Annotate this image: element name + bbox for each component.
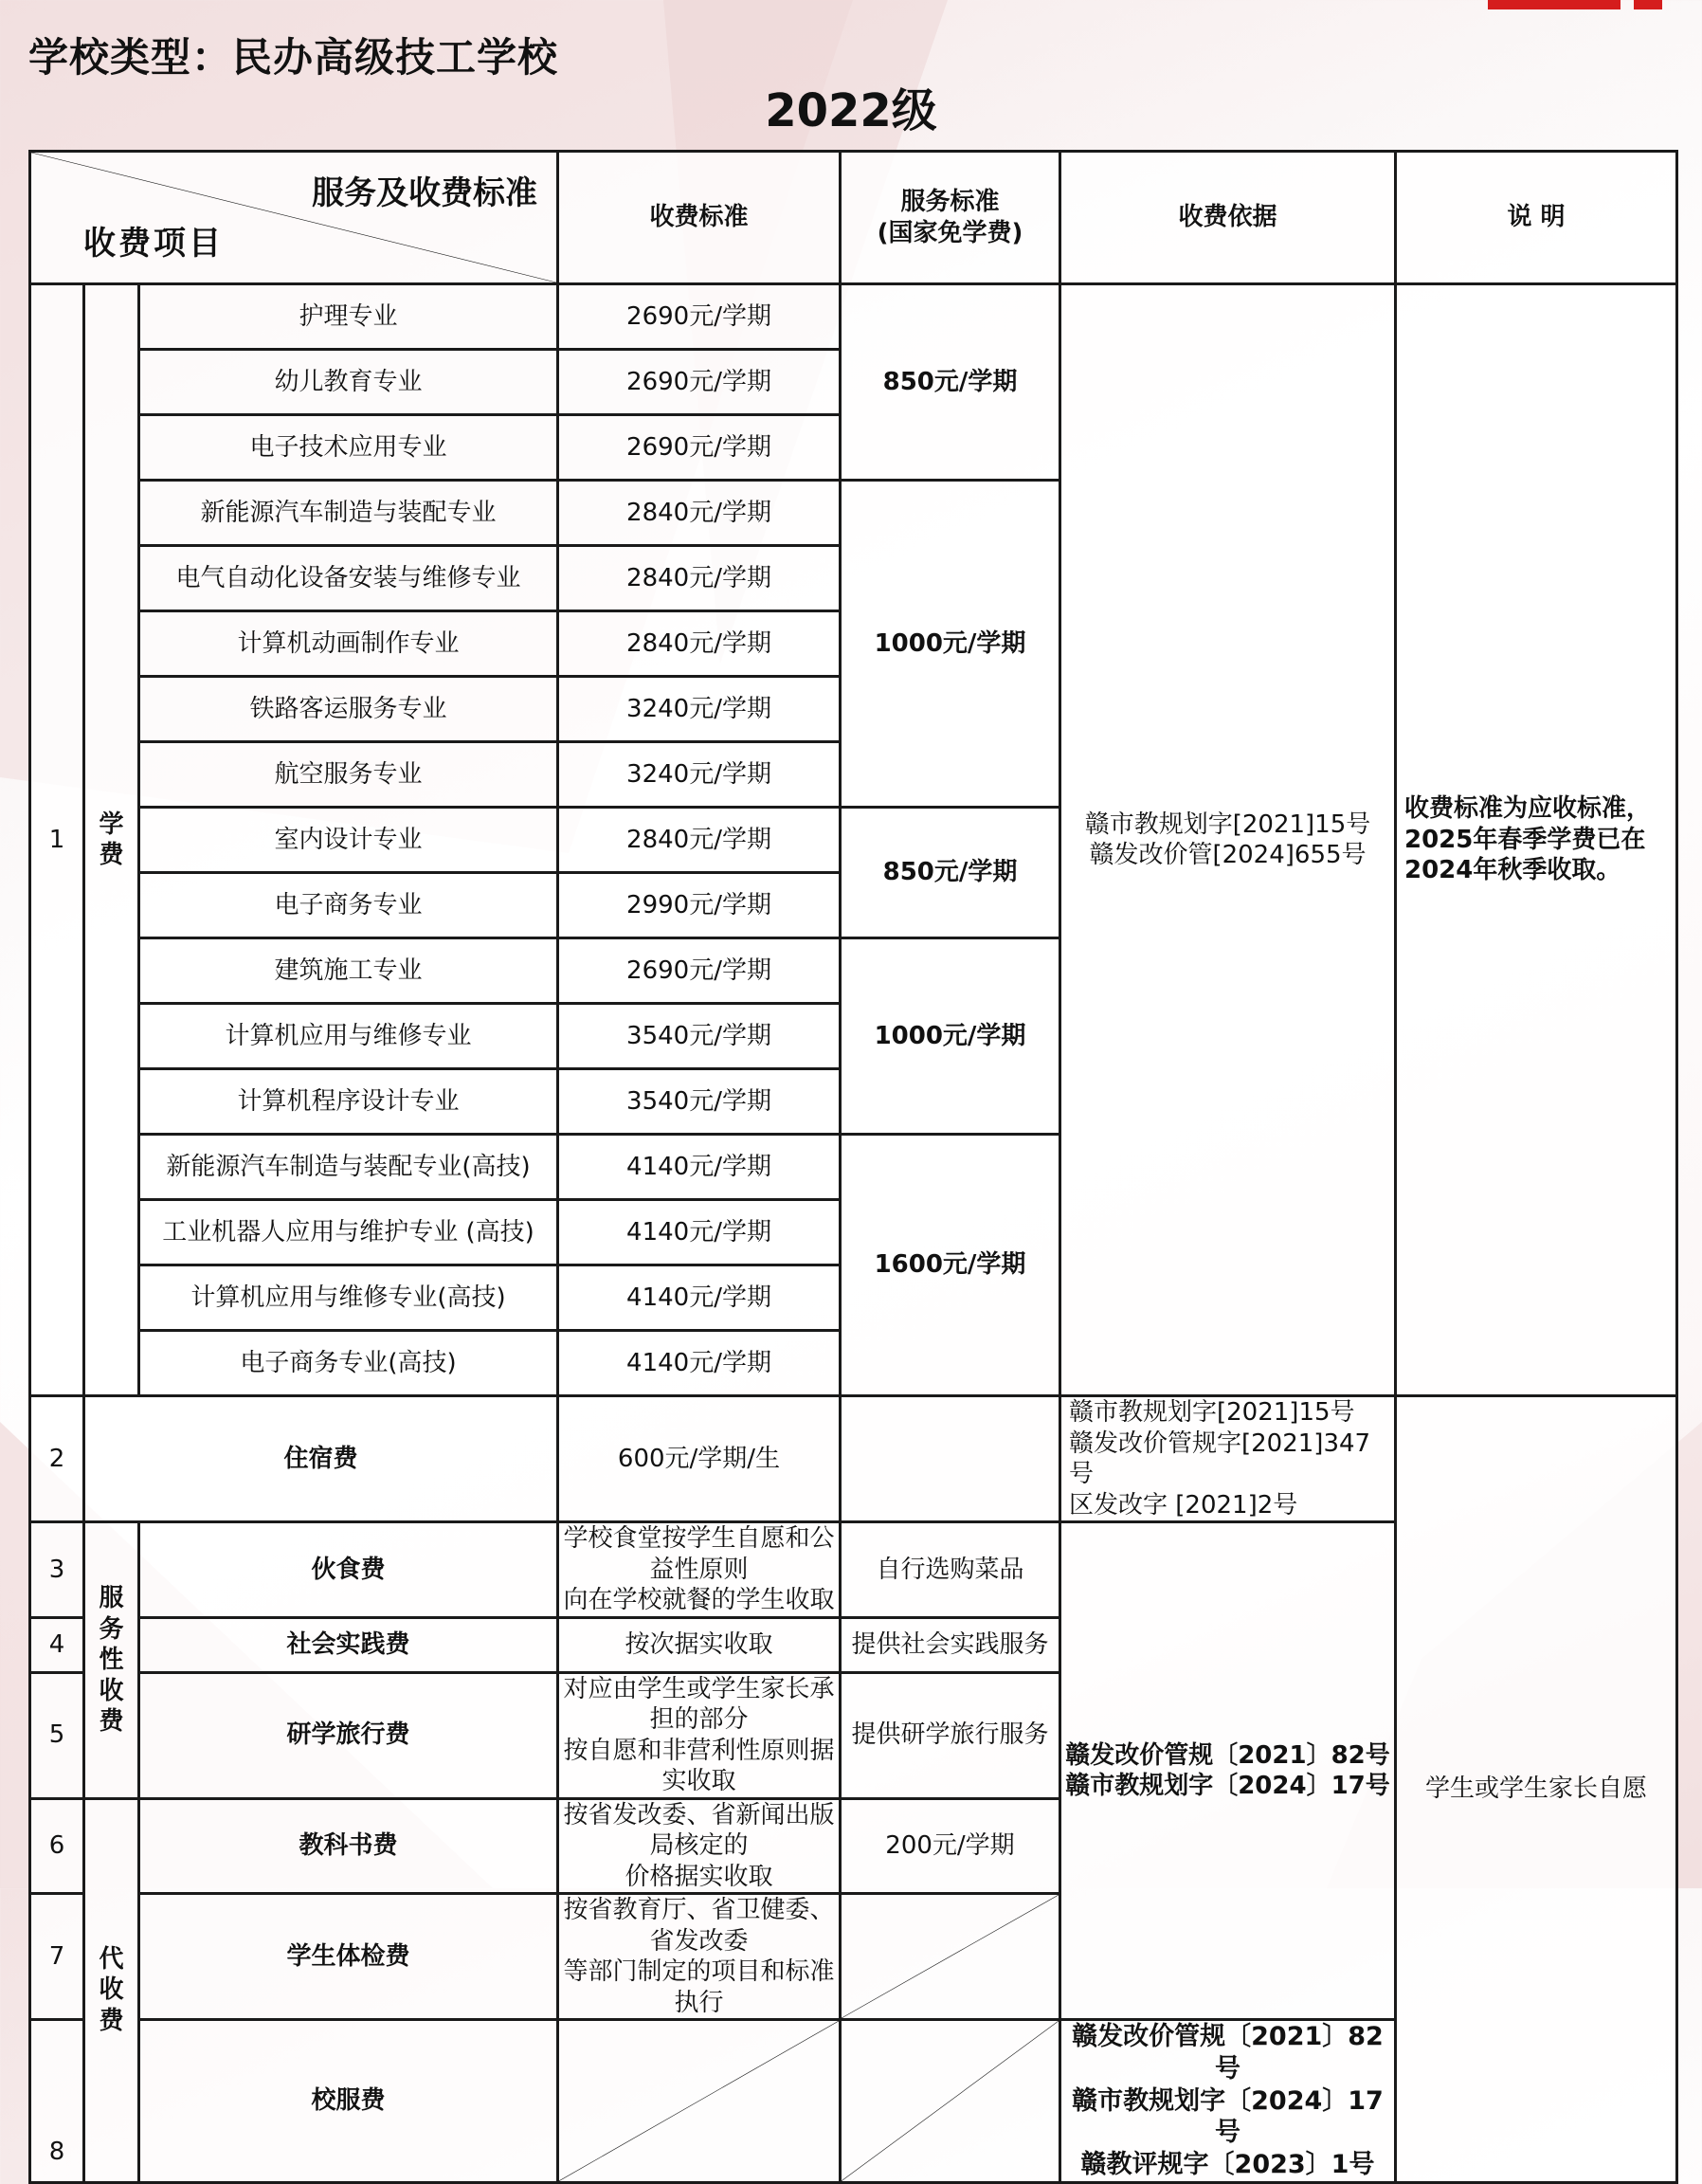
- row-number: 3: [30, 1522, 84, 1618]
- voluntary-note: 学生或学生家长自愿: [1396, 1396, 1677, 2183]
- row-number: 8: [30, 2020, 84, 2183]
- item-service-slash: [841, 1894, 1060, 2020]
- major-name: 电子技术应用专业: [139, 415, 558, 481]
- item-fee: [558, 1672, 841, 1798]
- major-name: 计算机动画制作专业: [139, 611, 558, 677]
- major-fee: 2840元/学期: [558, 611, 841, 677]
- item-name: 教科书费: [139, 1798, 558, 1894]
- major-name: 室内设计专业: [139, 808, 558, 873]
- diagonal-line: [842, 1895, 1059, 2018]
- tuition-label: 学 费: [84, 284, 139, 1396]
- item-fee-line1: 学校食堂按学生自愿和公益性原则: [563, 1524, 835, 1584]
- item-service-slash: [841, 2020, 1060, 2183]
- item-fee: [558, 1798, 841, 1894]
- service-standard-group: 1600元/学期: [841, 1135, 1060, 1396]
- major-name: 计算机程序设计专业: [139, 1069, 558, 1135]
- item-name: 社会实践费: [139, 1617, 558, 1672]
- dorm-service-empty: [841, 1396, 1060, 1522]
- tuition-basis-line2: 赣发改价管[2024]655号: [1089, 841, 1367, 869]
- row-number: 1: [30, 284, 84, 1396]
- item-fee-slash: [558, 2020, 841, 2183]
- item-service: 自行选购菜品: [841, 1522, 1060, 1618]
- item-fee-line2: 按自愿和非营利性原则据实收取: [563, 1736, 835, 1795]
- last-basis-line3: 赣教评规字〔2023〕1号: [1080, 2150, 1375, 2179]
- item-fee-line2: 向在学校就餐的学生收取: [563, 1586, 835, 1614]
- major-fee: 2690元/学期: [558, 415, 841, 481]
- major-fee: 3240元/学期: [558, 677, 841, 742]
- diagonal-line: [842, 2021, 1059, 2181]
- major-fee: 4140元/学期: [558, 1265, 841, 1331]
- item-fee: [558, 1894, 841, 2020]
- major-name: 铁路客运服务专业: [139, 677, 558, 742]
- major-fee: 3240元/学期: [558, 742, 841, 808]
- major-name: 建筑施工专业: [139, 938, 558, 1004]
- major-name: 幼儿教育专业: [139, 350, 558, 415]
- major-name: 新能源汽车制造与装配专业: [139, 481, 558, 546]
- red-banner-edge: [1488, 0, 1621, 9]
- mid-basis-line1: 赣发改价管规〔2021〕82号: [1065, 1740, 1390, 1770]
- header-note: 说 明: [1396, 152, 1677, 284]
- item-service: 提供研学旅行服务: [841, 1672, 1060, 1798]
- school-type-title: 学校类型：民办高级技工学校: [28, 34, 559, 81]
- mid-basis-line2: 赣市教规划字〔2024〕17号: [1065, 1772, 1390, 1800]
- item-fee-line1: 对应由学生或学生家长承担的部分: [563, 1674, 835, 1734]
- grade-title: 2022级: [765, 84, 937, 137]
- major-name: 电气自动化设备安装与维修专业: [139, 546, 558, 611]
- major-name: 航空服务专业: [139, 742, 558, 808]
- item-fee-line2: 价格据实收取: [625, 1862, 773, 1891]
- major-fee: 4140元/学期: [558, 1331, 841, 1396]
- major-fee: 2840元/学期: [558, 481, 841, 546]
- major-name: 电子商务专业(高技): [139, 1331, 558, 1396]
- major-fee: 2840元/学期: [558, 546, 841, 611]
- dorm-basis-line3: 区发改字 [2021]2号: [1069, 1490, 1298, 1520]
- major-fee: 2690元/学期: [558, 350, 841, 415]
- item-fee: 按次据实收取: [558, 1617, 841, 1672]
- dorm-name: 住宿费: [84, 1396, 558, 1522]
- major-fee: 4140元/学期: [558, 1135, 841, 1200]
- major-fee: 2990元/学期: [558, 873, 841, 938]
- table-row: [30, 1396, 1677, 1522]
- major-name: 计算机应用与维修专业: [139, 1004, 558, 1069]
- row-number: 7: [30, 1894, 84, 2020]
- fee-table: [28, 150, 1678, 2184]
- header-basis: 收费依据: [1060, 152, 1396, 284]
- last-basis-line1: 赣发改价管规〔2021〕82号: [1072, 2022, 1384, 2084]
- service-standard-group: 850元/学期: [841, 808, 1060, 938]
- item-fee-line2: 等部门制定的项目和标准执行: [563, 1957, 835, 2017]
- major-name: 新能源汽车制造与装配专业(高技): [139, 1135, 558, 1200]
- corner-header-cell: [30, 152, 558, 284]
- dorm-basis-line2: 赣发改价管规字[2021]347号: [1069, 1429, 1371, 1488]
- table-header-row: [30, 152, 1677, 284]
- row-number: 6: [30, 1798, 84, 1894]
- tuition-note: 收费标准为应收标准，2025年春季学费已在2024年秋季收取。: [1396, 284, 1677, 1396]
- service-fee-label: 服 务 性 收 费: [84, 1522, 139, 1799]
- corner-top-label: 服务及收费标准: [312, 174, 537, 212]
- dorm-basis: [1060, 1396, 1396, 1522]
- major-fee: 4140元/学期: [558, 1200, 841, 1265]
- row-number: 4: [30, 1617, 84, 1672]
- proxy-fee-label: 代 收 费: [84, 1798, 139, 2182]
- major-fee: 2690元/学期: [558, 284, 841, 350]
- header-service-standard-line2: (国家免学费): [877, 218, 1023, 247]
- mid-basis: [1060, 1522, 1396, 2020]
- major-fee: 2840元/学期: [558, 808, 841, 873]
- major-name: 电子商务专业: [139, 873, 558, 938]
- major-name: 计算机应用与维修专业(高技): [139, 1265, 558, 1331]
- service-standard-group: 1000元/学期: [841, 938, 1060, 1135]
- tuition-basis-line1: 赣市教规划字[2021]15号: [1084, 810, 1371, 839]
- row-number: 2: [30, 1396, 84, 1522]
- major-fee: 2690元/学期: [558, 938, 841, 1004]
- corner-bottom-label: 收费项目: [83, 224, 224, 263]
- major-fee: 3540元/学期: [558, 1004, 841, 1069]
- item-name: 学生体检费: [139, 1894, 558, 2020]
- item-service: 200元/学期: [841, 1798, 1060, 1894]
- service-standard-group: 850元/学期: [841, 284, 1060, 481]
- service-standard-group: 1000元/学期: [841, 481, 1060, 808]
- last-basis: [1060, 2020, 1396, 2183]
- major-name: 工业机器人应用与维护专业 (高技): [139, 1200, 558, 1265]
- item-service: 提供社会实践服务: [841, 1617, 1060, 1672]
- major-name: 护理专业: [139, 284, 558, 350]
- item-name: 校服费: [139, 2020, 558, 2183]
- row-number: 5: [30, 1672, 84, 1798]
- item-name: 研学旅行费: [139, 1672, 558, 1798]
- dorm-basis-line1: 赣市教规划字[2021]15号: [1069, 1398, 1355, 1427]
- red-banner-edge: [1634, 0, 1662, 9]
- item-fee: [558, 1522, 841, 1618]
- item-name: 伙食费: [139, 1522, 558, 1618]
- major-fee: 3540元/学期: [558, 1069, 841, 1135]
- header-fee-standard: 收费标准: [558, 152, 841, 284]
- item-fee-line1: 按省教育厅、省卫健委、省发改委: [563, 1896, 835, 1956]
- table-row: [30, 284, 1677, 350]
- header-service-standard: [841, 152, 1060, 284]
- item-fee-line1: 按省发改委、省新闻出版局核定的: [563, 1800, 835, 1860]
- header-service-standard-line1: 服务标准: [900, 188, 1000, 216]
- dorm-fee: 600元/学期/生: [558, 1396, 841, 1522]
- tuition-basis: [1060, 284, 1396, 1396]
- last-basis-line2: 赣市教规划字〔2024〕17号: [1072, 2085, 1384, 2148]
- diagonal-line: [559, 2021, 839, 2181]
